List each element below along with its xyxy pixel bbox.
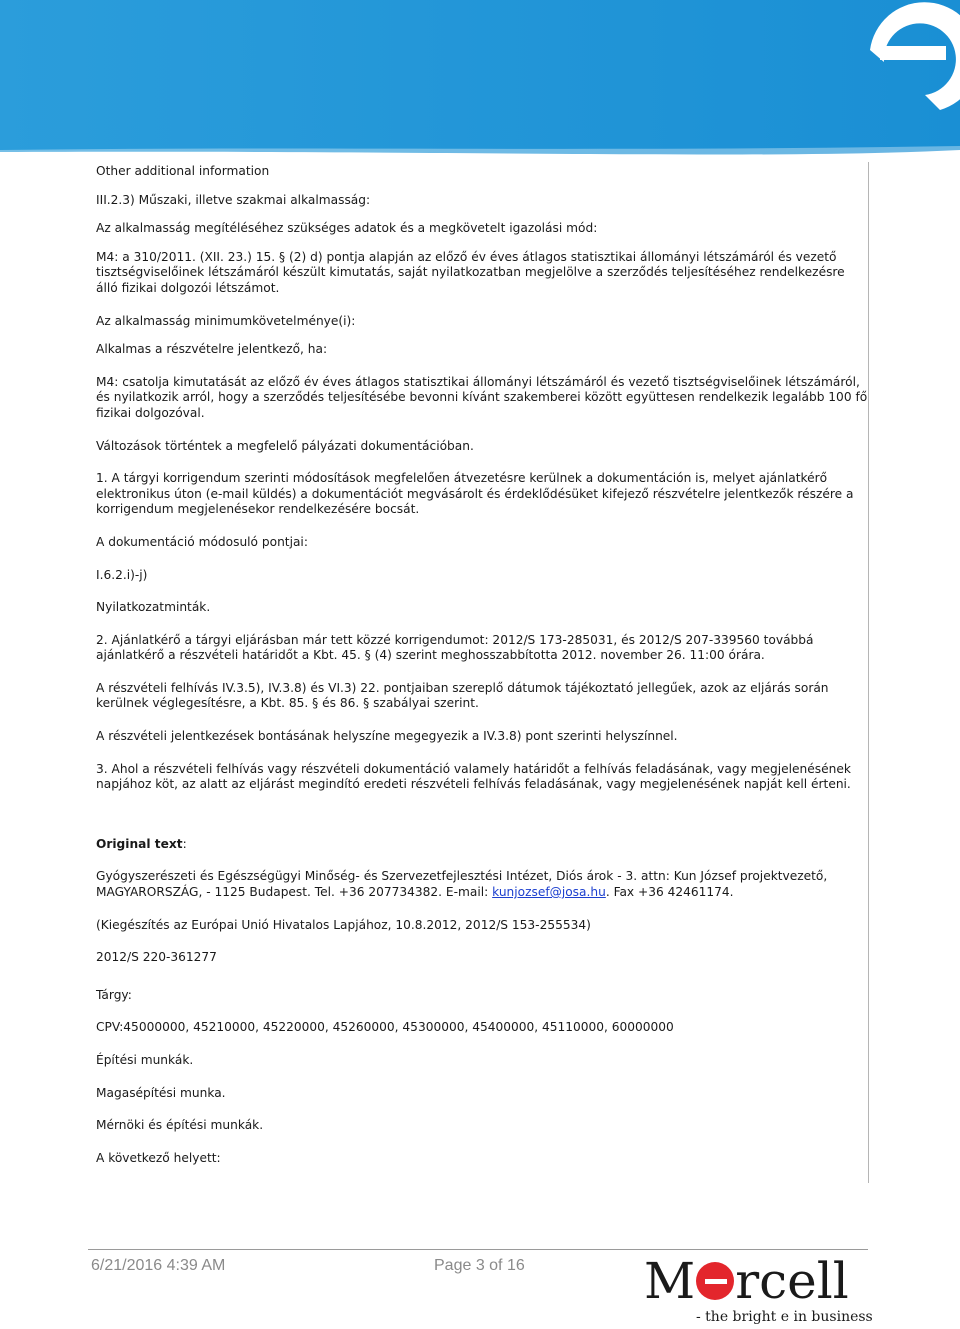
- footer-page-number: Page 3 of 16: [434, 1257, 525, 1274]
- logo-e-icon: [696, 1262, 734, 1300]
- paragraph: A részvételi felhívás IV.3.5), IV.3.8) és VI.3) 22. pontjaiban szereplő dátumok tájékoztató jellegűek, azok az eljárás során kerülnek véglegesítésre, a Kbt. 85. § és 86. § szabályai szerint.: [96, 680, 829, 711]
- logo-tagline: - the bright e in business: [696, 1309, 873, 1325]
- paragraph: A következő helyett:: [96, 1150, 221, 1165]
- email-link[interactable]: kunjozsef@josa.hu: [492, 885, 606, 900]
- paragraph: M4: a 310/2011. (XII. 23.) 15. § (2) d) pontja alapján az előző év éves átlagos statisztikai állományi létszámáról és vezető tisztségviselőinek létszámáról készült kimutatás, saját nyilatkozatban megjelölve a szerződés teljesítéséhez rendelkezésre álló fizikai dolgozói létszámot.: [96, 249, 845, 295]
- paragraph: Az alkalmasság minimumkövetelménye(i):: [96, 313, 356, 328]
- paragraph: Mérnöki és építési munkák.: [96, 1118, 264, 1133]
- paragraph: M4: csatolja kimutatását az előző év éves átlagos statisztikai állományi létszámáról és vezető tisztségviselőinek létszámáról, és nyilatkozik arról, hogy a szerződés teljesítésébe bevonni kívánt szakemberei között együttesen rendelkezik legalább 100 fő fizikai dolgozóval.: [96, 374, 868, 420]
- paragraph: CPV:45000000, 45210000, 45220000, 45260000, 45300000, 45400000, 45110000, 60000000: [96, 1020, 674, 1035]
- paragraph: 2012/S 220-361277: [96, 950, 217, 965]
- contact-text: Gyógyszerészeti és Egészségügyi Minőség- és Szervezetfejlesztési Intézet, Diós árok - 3. attn: Kun József projektvezető, MAGYARORSZÁG, - 1125 Budapest. Tel. +36 207734382. E-mail:: [96, 869, 828, 900]
- marcell-logo: [644, 1252, 873, 1329]
- logo-wordmark: [644, 1253, 849, 1309]
- original-text-heading: [96, 837, 868, 853]
- header-wave-graphic: [0, 0, 960, 165]
- contact-fax: . Fax +36 42461174.: [605, 885, 734, 900]
- section-heading-technical: III.2.3) Műszaki, illetve szakmai alkalmasság:: [96, 192, 371, 207]
- original-text-colon: :: [182, 836, 187, 851]
- paragraph: Magasépítési munka.: [96, 1085, 226, 1100]
- paragraph: 3. Ahol a részvételi felhívás vagy részvételi dokumentáció valamely határidőt a felhívás feladásának, vagy megjelenésének napjához köt, az alatt az eljárást megindító eredeti részvételi felhívás feladásának, vagy megjelenésének napját kell érteni.: [96, 761, 851, 792]
- footer-divider: [88, 1249, 868, 1250]
- paragraph: (Kiegészítés az Európai Unió Hivatalos Lapjához, 10.8.2012, 2012/S 153-255534): [96, 917, 591, 932]
- paragraph: 1. A tárgyi korrigendum szerinti módosítások megfelelően átvezetésre kerülnek a dokumentáción is, melyet ajánlatkérő elektronikus úton (e-mail küldés) a dokumentációt megvásárolt és érdeklődésüket kifejező részvételre jelentkezők részére a korrigendum megjelenésekor rendelkezésére bocsát.: [96, 471, 854, 517]
- contact-paragraph: [96, 869, 868, 900]
- section-heading-other-info: Other additional information: [96, 164, 270, 178]
- logo-text-m: M: [644, 1252, 696, 1310]
- paragraph: A dokumentáció módosuló pontjai:: [96, 534, 308, 549]
- paragraph: Alkalmas a részvételre jelentkező, ha:: [96, 342, 328, 357]
- paragraph: Nyilatkozatminták.: [96, 600, 211, 615]
- document-body: [96, 162, 869, 1183]
- paragraph: I.6.2.i)-j): [96, 567, 148, 582]
- paragraph: Az alkalmasság megítéléséhez szükséges adatok és a megkövetelt igazolási mód:: [96, 221, 598, 236]
- paragraph: Tárgy:: [96, 987, 132, 1002]
- logo-text-rcell: rcell: [735, 1252, 849, 1310]
- paragraph: A részvételi jelentkezések bontásának helyszíne megegyezik a IV.3.8) pont szerinti helyszínnel.: [96, 729, 678, 744]
- original-text-label: Original text: [96, 836, 183, 851]
- footer-date: 6/21/2016 4:39 AM: [91, 1257, 226, 1274]
- paragraph: Változások történtek a megfelelő pályázati dokumentációban.: [96, 438, 474, 453]
- header-band: [0, 0, 960, 165]
- paragraph: 2. Ajánlatkérő a tárgyi eljárásban már tett közzé korrigendumot: 2012/S 173-285031, és 2012/S 207-339560 továbbá ajánlatkérő a részvételi határidőt a Kbt. 45. § (4) szerint meghosszabbította 2012. november 26. 11:00 órára.: [96, 632, 814, 663]
- paragraph: Építési munkák.: [96, 1053, 194, 1067]
